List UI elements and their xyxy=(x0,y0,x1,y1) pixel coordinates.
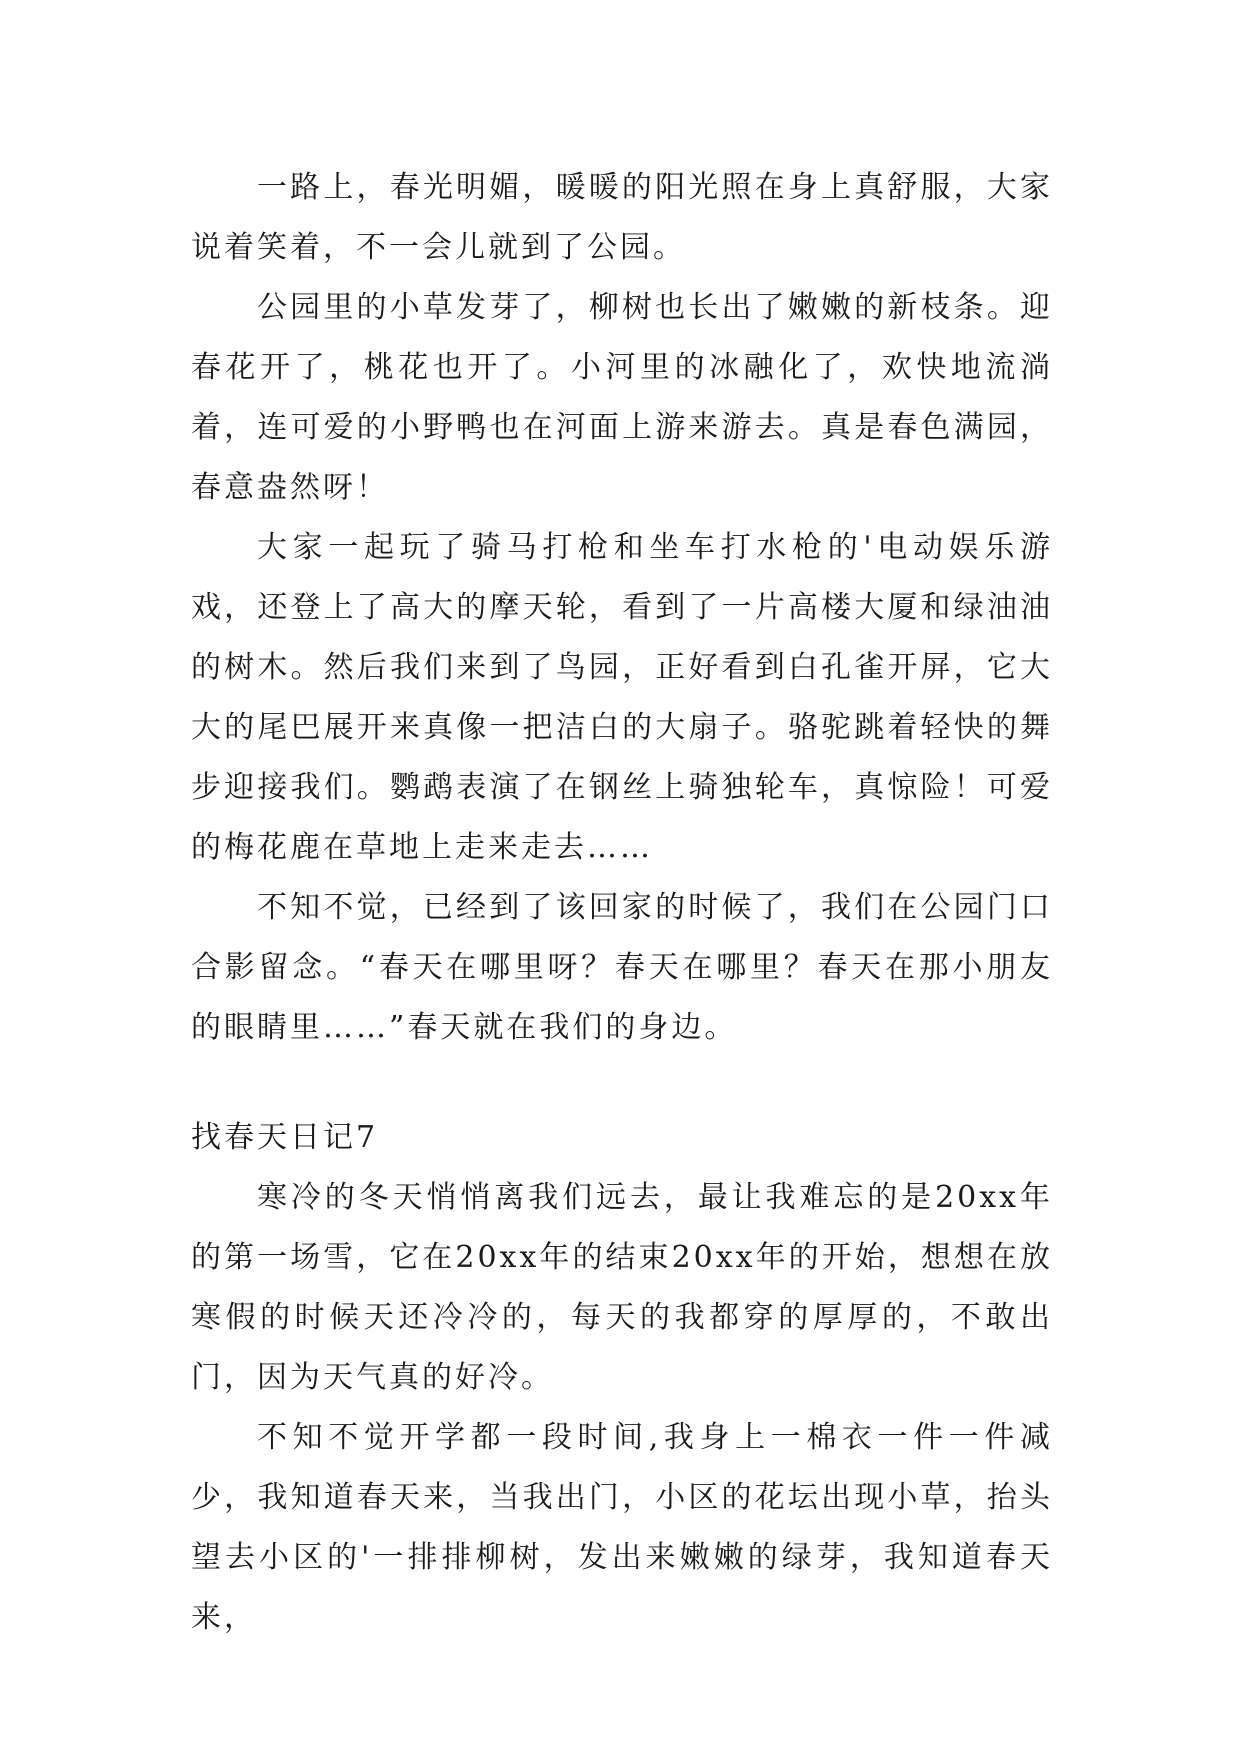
paragraph-park-scenery: 公园里的小草发芽了，柳树也长出了嫩嫩的新枝条。迎春花开了，桃花也开了。小河里的冰融化了，欢快地流淌着，连可爱的小野鸭也在河面上游来游去。真是春色满园，春意盎然呀！ xyxy=(191,290,1053,505)
paragraph-winter-snow: 寒冷的冬天悄悄离我们远去，最让我难忘的是20xx年的第一场雪，它在20xx年的结束20xx年的开始，想想在放寒假的时候天还冷冷的，每天的我都穿的厚厚的，不敢出门，因为天气真的好冷。 xyxy=(191,1180,1053,1395)
paragraph-activities: 大家一起玩了骑马打枪和坐车打水枪的'电动娱乐游戏，还登上了高大的摩天轮，看到了一片高楼大厦和绿油油的树木。然后我们来到了鸟园，正好看到白孔雀开屏，它大大的尾巴展开来真像一把洁白的大扇子。骆驼跳着轻快的舞步迎接我们。鹦鹉表演了在钢丝上骑独轮车，真惊险！可爱的梅花鹿在草地上走来走去…… xyxy=(191,530,1053,865)
diary-title: 找春天日记7 xyxy=(191,1120,379,1155)
paragraph-spring-arrives: 不知不觉开学都一段时间,我身上一棉衣一件一件减少，我知道春天来，当我出门，小区的花坛出现小草，抬头望去小区的'一排排柳树，发出来嫩嫩的绿芽，我知道春天来， xyxy=(191,1420,1053,1635)
paragraph-going-home: 不知不觉，已经到了该回家的时候了，我们在公园门口合影留念。“春天在哪里呀？春天在哪里？春天在那小朋友的眼睛里……”春天就在我们的身边。 xyxy=(191,890,1053,1045)
paragraph-arrival: 一路上，春光明媚，暖暖的阳光照在身上真舒服，大家说着笑着，不一会儿就到了公园。 xyxy=(191,170,1053,265)
document-body xyxy=(191,158,1053,1648)
